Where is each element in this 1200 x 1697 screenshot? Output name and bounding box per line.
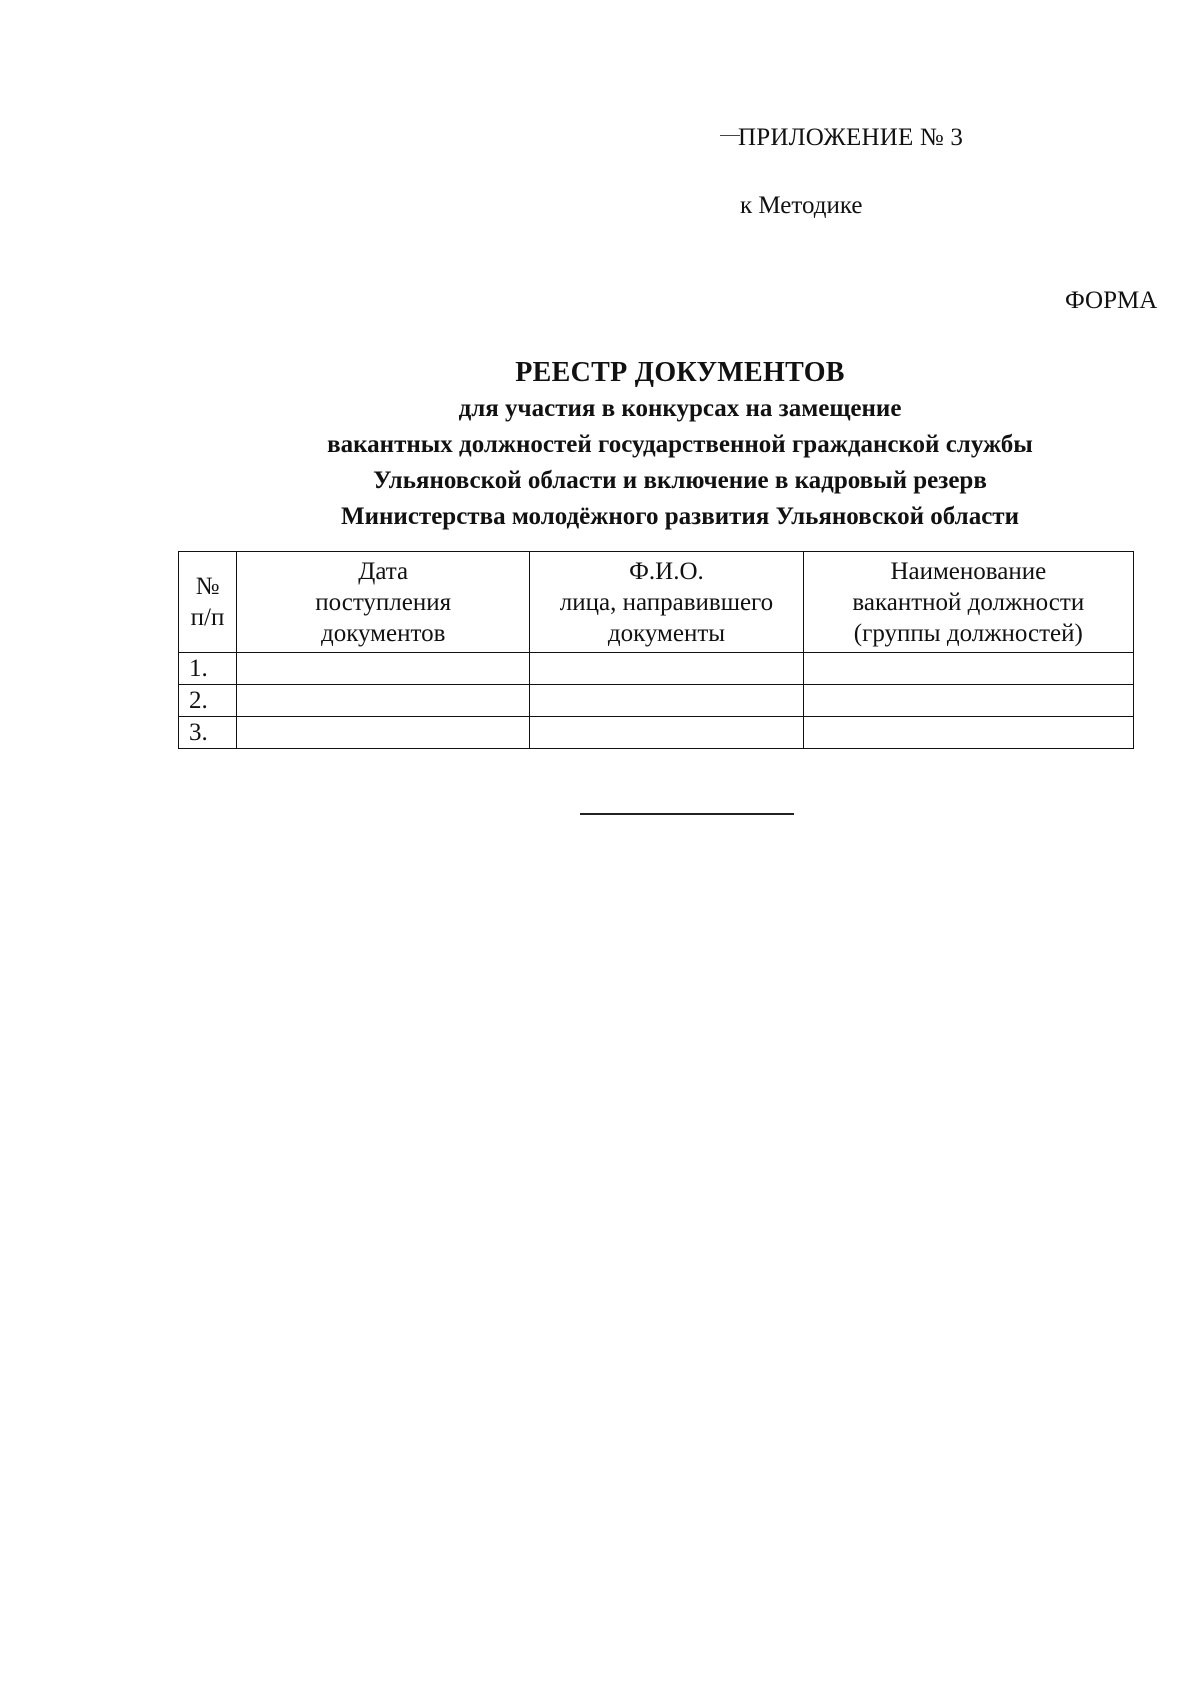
cell-date <box>237 685 530 717</box>
title-line: Министерства молодёжного развития Ульяновской области <box>341 503 1019 530</box>
cell-date <box>237 653 530 685</box>
header-text: Наименование <box>890 557 1047 585</box>
row-number: 1. <box>179 653 237 685</box>
document-title <box>180 355 1180 535</box>
header-text: вакантной должности <box>852 588 1085 616</box>
row-number: 2. <box>179 685 237 717</box>
header-text: № <box>195 573 220 600</box>
cell-sender-name <box>530 717 803 749</box>
cell-position <box>803 685 1133 717</box>
cell-sender-name <box>530 653 803 685</box>
row-number: 3. <box>179 717 237 749</box>
table-row <box>179 685 1134 717</box>
header-sender-name <box>530 552 803 653</box>
cell-position <box>803 653 1133 685</box>
table-row <box>179 717 1134 749</box>
title-line: вакантных должностей государственной гражданской службы <box>327 431 1033 458</box>
cell-sender-name <box>530 685 803 717</box>
header-text: документы <box>607 619 726 647</box>
title-main: РЕЕСТР ДОКУМЕНТОВ <box>515 357 845 388</box>
header-text: Дата <box>358 557 409 585</box>
appendix-dash <box>720 135 740 136</box>
form-label: ФОРМА <box>1065 287 1158 314</box>
header-text: документов <box>321 619 446 647</box>
title-line: для участия в конкурсах на замещение <box>458 395 902 422</box>
appendix-label: ПРИЛОЖЕНИЕ № 3 <box>738 124 964 151</box>
title-line: Ульяновской области и включение в кадровый резерв <box>373 467 987 494</box>
table-row <box>179 653 1134 685</box>
header-text: (группы должностей) <box>853 619 1083 647</box>
closing-rule <box>580 813 794 815</box>
header-text: п/п <box>190 604 225 631</box>
header-text: лица, направившего <box>559 588 774 616</box>
header-text: поступления <box>315 588 452 616</box>
appendix-reference: к Методике <box>740 192 863 219</box>
header-position <box>803 552 1133 653</box>
header-number <box>179 552 237 653</box>
cell-date <box>237 717 530 749</box>
table-header-row <box>179 552 1134 653</box>
header-date <box>237 552 530 653</box>
registry-table <box>178 551 1134 749</box>
cell-position <box>803 717 1133 749</box>
header-text: Ф.И.О. <box>629 557 704 585</box>
